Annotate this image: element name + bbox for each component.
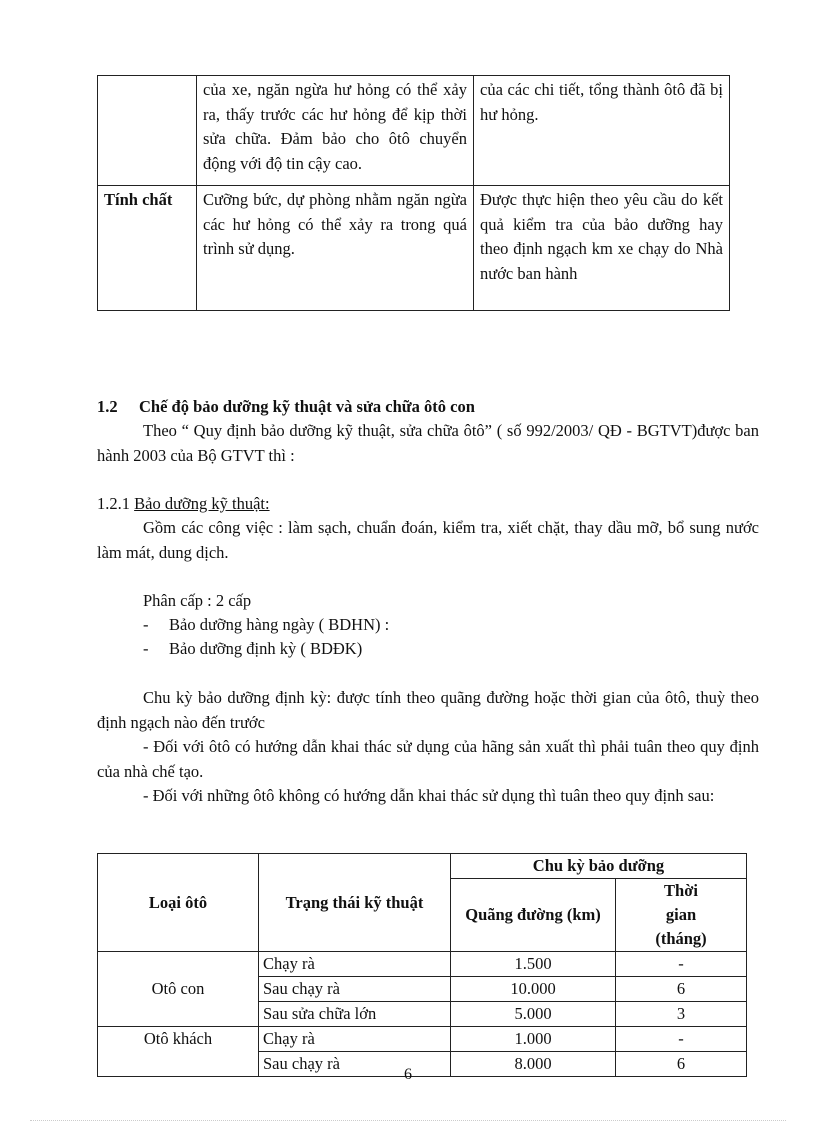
- list-item: - Bảo dưỡng hàng ngày ( BDHN) :: [143, 615, 390, 634]
- row-header-cell: Tính chất: [98, 186, 197, 311]
- list-item: - Bảo dưỡng định kỳ ( BDĐK): [143, 639, 363, 658]
- table-cell: 8.000: [451, 1052, 616, 1077]
- section-number: 1.2: [97, 397, 118, 416]
- table-cell: -: [616, 952, 747, 977]
- maintenance-schedule-table: [97, 853, 747, 1077]
- section-heading-1-2-1: [97, 492, 759, 517]
- table-cell: Sau sửa chữa lớn: [259, 1002, 451, 1027]
- section-title: Chế độ bảo dưỡng kỹ thuật và sửa chữa ôtô con: [139, 397, 475, 416]
- table-cell: của xe, ngăn ngừa hư hỏng có thể xảy ra, thấy trước các hư hỏng để kịp thời sửa chữa. Đảm bảo cho ôtô chuyển động với độ tin cậy cao.: [197, 76, 474, 186]
- table-row: [98, 76, 730, 186]
- table-header-row: [98, 854, 747, 879]
- paragraph: Theo “ Quy định bảo dưỡng kỹ thuật, sửa chữa ôtô” ( số 992/2003/ QĐ - BGTVT)được ban hành 2003 của Bộ GTVT thì :: [97, 421, 759, 465]
- column-header: Thời gian (tháng): [616, 879, 747, 952]
- list-item-label: Bảo dưỡng định kỳ ( BDĐK): [169, 639, 363, 658]
- paragraph: - Đối với ôtô có hướng dẫn khai thác sử dụng của hãng sản xuất thì phải tuân theo quy định của nhà chế tạo.: [97, 737, 759, 781]
- table-cell: Sau chạy rà: [259, 977, 451, 1002]
- column-header: Chu kỳ bảo dưỡng: [451, 854, 747, 879]
- table-cell: Chạy rà: [259, 1027, 451, 1052]
- table-cell: 1.500: [451, 952, 616, 977]
- table-cell: Sau chạy rà: [259, 1052, 451, 1077]
- table-cell: Otô con: [98, 952, 259, 1027]
- column-header: Quãng đường (km): [451, 879, 616, 952]
- paragraph: - Đối với những ôtô không có hướng dẫn khai thác sử dụng thì tuân theo quy định sau:: [143, 786, 715, 805]
- table-cell: 6: [616, 1052, 747, 1077]
- page-footer-divider: [30, 1120, 786, 1121]
- list-item-label: Bảo dưỡng hàng ngày ( BDHN) :: [169, 615, 390, 634]
- levels-intro: Phân cấp : 2 cấp: [143, 591, 252, 610]
- table-cell: -: [616, 1027, 747, 1052]
- column-header: Trạng thái kỹ thuật: [259, 854, 451, 952]
- table-cell: của các chi tiết, tổng thành ôtô đã bị hư hỏng.: [474, 76, 730, 186]
- section-number: 1.2.1: [97, 494, 130, 513]
- table-row: [98, 952, 747, 977]
- table-cell: Chạy rà: [259, 952, 451, 977]
- table-cell: 5.000: [451, 1002, 616, 1027]
- table-cell: Cưỡng bức, dự phòng nhằm ngăn ngừa các hư hỏng có thể xảy ra trong quá trình sử dụng.: [197, 186, 474, 311]
- table-cell: 1.000: [451, 1027, 616, 1052]
- paragraph: Chu kỳ bảo dưỡng định kỳ: được tính theo quãng đường hoặc thời gian của ôtô, thuỳ theo định ngạch nào đến trước: [97, 688, 759, 732]
- table-cell: 3: [616, 1002, 747, 1027]
- table-cell: 10.000: [451, 977, 616, 1002]
- table-cell: Được thực hiện theo yêu cầu do kết quả kiểm tra của bảo dưỡng hay theo định ngạch km xe chạy do Nhà nước ban hành: [474, 186, 730, 311]
- paragraph: Gồm các công việc : làm sạch, chuẩn đoán, kiểm tra, xiết chặt, thay dầu mỡ, bổ sung nước làm mát, dung dịch.: [97, 518, 759, 562]
- table-row: [98, 1027, 747, 1052]
- table-cell: 6: [616, 977, 747, 1002]
- column-header: Loại ôtô: [98, 854, 259, 952]
- page-number: 6: [404, 1066, 412, 1083]
- comparison-table: [97, 75, 730, 311]
- section-title: Bảo dưỡng kỹ thuật:: [134, 494, 270, 513]
- section-heading-1-2: [97, 395, 759, 420]
- table-cell: [98, 76, 197, 186]
- table-cell: Otô khách: [98, 1027, 259, 1077]
- table-row: [98, 186, 730, 311]
